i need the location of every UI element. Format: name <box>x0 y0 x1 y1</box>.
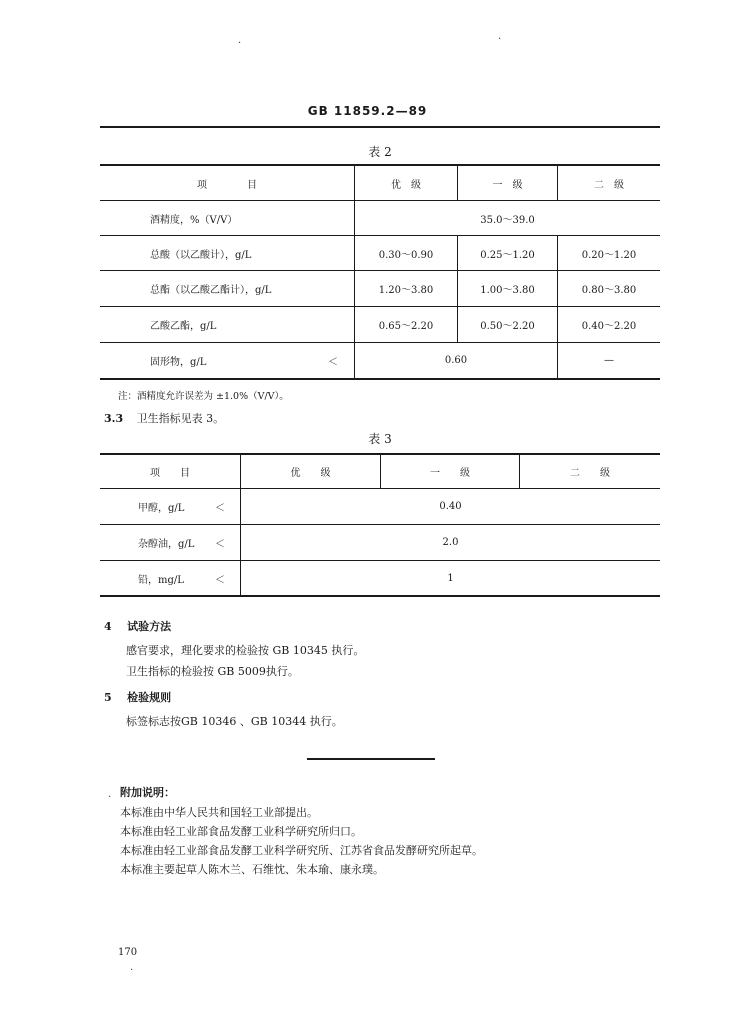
section-3-3 <box>104 410 224 426</box>
table3-header-grade-second: 二 级 <box>570 468 610 479</box>
table-row-item: 固形物，g/L <box>150 357 207 368</box>
section-number: 5 <box>104 691 112 704</box>
table-cell: 0.30～0.90 <box>378 249 434 261</box>
table-row-item: 酒精度，%（V/V） <box>150 214 238 226</box>
table-row-item: 乙酸乙酯，g/L <box>150 321 217 332</box>
table3-header-item: 项 目 <box>150 468 190 479</box>
section-text: 卫生指标见表 3。 <box>136 412 225 425</box>
table3-header-grade-first: 一 级 <box>430 468 470 479</box>
table-cell: 0.50～2.20 <box>480 321 535 332</box>
less-than-sign: ＜ <box>215 539 225 550</box>
table-cell: 0.20～1.20 <box>581 249 637 261</box>
end-rule <box>307 758 435 760</box>
section-title: 检验规则 <box>127 691 172 704</box>
table-cell-merged: 0.60 <box>444 355 468 366</box>
table-cell-merged: 35.0～39.0 <box>480 214 535 226</box>
scan-mark: · <box>238 38 242 49</box>
table3-caption: 表 3 <box>368 432 392 446</box>
appendix-line: 本标准由轻工业部食品发酵工业科学研究所归口。 <box>120 825 362 838</box>
section-4-heading <box>104 618 171 634</box>
table-cell: 0.25～1.20 <box>480 249 535 261</box>
table-cell: — <box>604 355 614 366</box>
appendix-title: 附加说明： <box>120 786 175 799</box>
appendix-line: 本标准由轻工业部食品发酵工业科学研究所、江苏省食品发酵研究所起草。 <box>120 844 483 857</box>
less-than-sign: ＜ <box>328 357 338 368</box>
table-cell: 1.20～3.80 <box>378 285 434 296</box>
less-than-sign: ＜ <box>215 574 225 586</box>
table-cell-merged: 2.0 <box>442 537 459 548</box>
scan-mark: · <box>108 792 112 803</box>
header-rule <box>100 126 660 128</box>
table-row-item: 杂醇油，g/L <box>138 539 195 550</box>
table-row-item: 铅，mg/L <box>138 574 184 586</box>
scan-mark: · <box>130 965 134 976</box>
table-row-item: 总酸（以乙酸计），g/L <box>150 249 252 261</box>
section-5-line: 标签标志按GB 10346 、GB 10344 执行。 <box>126 715 343 728</box>
table-cell-merged: 0.40 <box>439 501 462 512</box>
section-number: 4 <box>104 620 112 633</box>
standard-code: GB 11859.2—89 <box>307 104 428 118</box>
table2-header-grade-first: 一 级 <box>492 179 523 191</box>
table-row-item: 总酯（以乙酸乙酯计），g/L <box>150 285 272 296</box>
table-cell-merged: 1 <box>447 572 454 584</box>
appendix-line: 本标准由中华人民共和国轻工业部提出。 <box>120 806 318 819</box>
appendix-line: 本标准主要起草人陈木兰、石维忱、朱本瑜、康永璞。 <box>120 863 384 876</box>
table2-header-grade-second: 二 级 <box>594 179 624 191</box>
table3-header-grade-premium: 优 级 <box>290 468 331 479</box>
section-5-heading <box>104 689 171 705</box>
table2-header-item: 项 目 <box>197 179 257 191</box>
page-number: 170 <box>118 947 138 958</box>
section-4-line: 感官要求，理化要求的检验按 GB 10345 执行。 <box>126 644 365 657</box>
table-row-item: 甲醇，g/L <box>138 503 185 514</box>
table-cell: 0.65～2.20 <box>378 321 434 332</box>
section-4-line: 卫生指标的检验按 GB 5009执行。 <box>126 665 299 678</box>
table-cell: 0.40～2.20 <box>581 321 637 332</box>
table2-caption: 表 2 <box>368 145 392 159</box>
table-cell: 0.80～3.80 <box>581 285 637 296</box>
table-cell: 1.00～3.80 <box>480 285 535 296</box>
scan-mark: · <box>498 34 502 45</box>
section-number: 3.3 <box>104 412 124 425</box>
less-than-sign: ＜ <box>215 503 225 514</box>
table2-header-grade-premium: 优 级 <box>391 179 421 191</box>
section-title: 试验方法 <box>127 620 172 633</box>
table2-note: 注：酒精度允许误差为 ±1.0%（V/V）。 <box>118 391 289 402</box>
